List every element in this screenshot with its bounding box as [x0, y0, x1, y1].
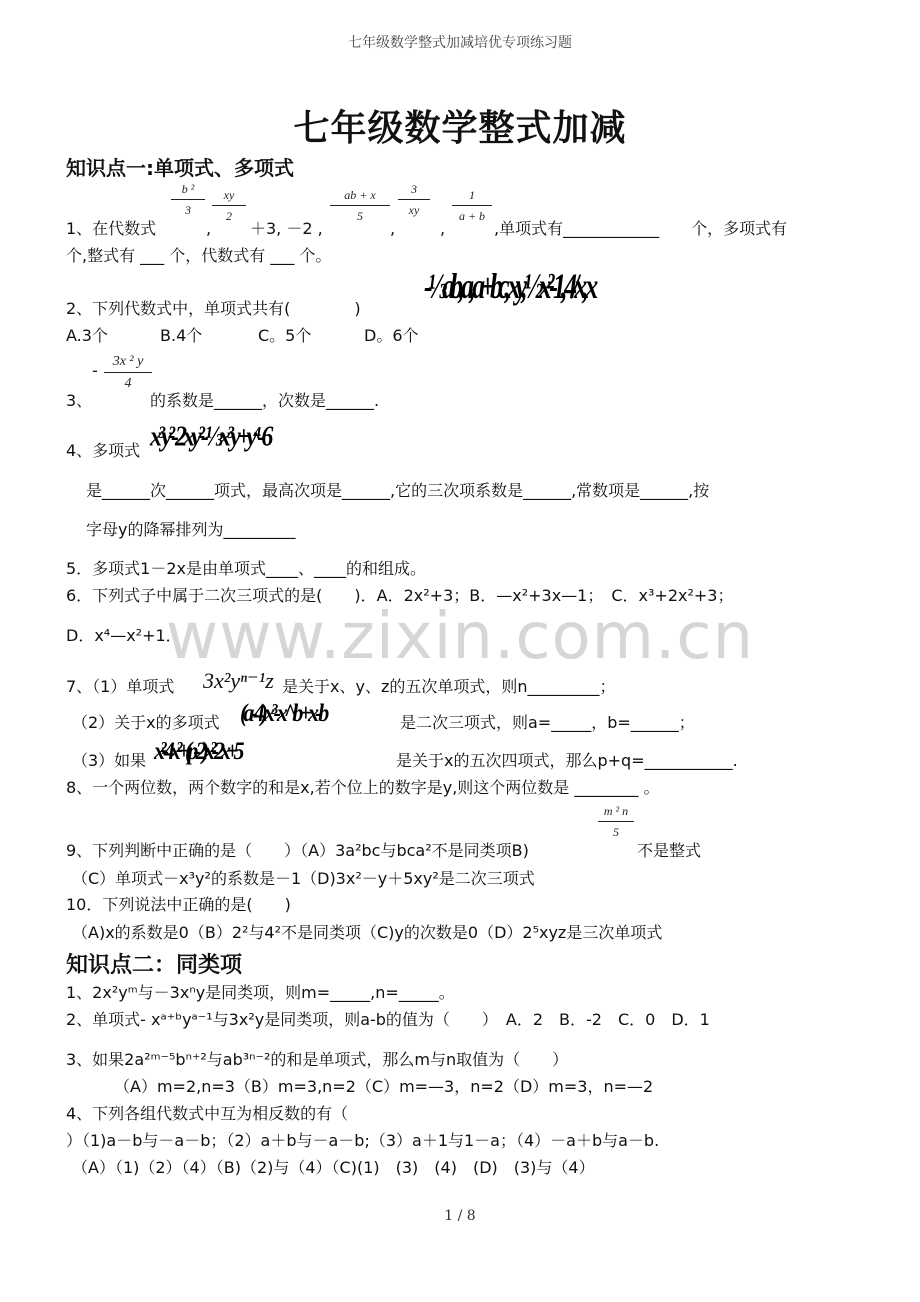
page-header: 七年级数学整式加减培优专项练习题	[348, 35, 572, 51]
section-1-heading: 知识点一:单项式、多项式	[66, 156, 294, 180]
q9-line2: （C）单项式－x³y²的系数是－1（D)3x²－y＋5xy²是二次三项式	[72, 869, 535, 888]
q7-p3-prefix: （3）如果	[72, 751, 147, 770]
q9-line1: 9、下列判断中正确的是（ ）（A）3a²bc与bca²不是同类项B)	[66, 841, 529, 860]
q9-fraction-num: m ² n	[598, 804, 634, 822]
s2-q4-line3: （A）（1)（2）（4）（B)（2)与（4）（C)(1) (3) (4) (D) (3)与（4）	[72, 1158, 595, 1177]
q1-sep2: ,	[390, 219, 396, 238]
q3-minus: -	[92, 361, 98, 380]
q7-p2-prefix: （2）关于x的多项式	[72, 713, 220, 732]
s2-q4-line2: ）（1)a－b与－a－b；（2）a＋b与－a－b;（3）a＋1与1－a；（4）－a＋b与a－b.	[66, 1131, 660, 1150]
fraction-1-num: b ²	[171, 182, 205, 200]
fraction-5-num: 1	[452, 188, 492, 206]
section-2-heading: 知识点二：同类项	[66, 953, 243, 978]
q4-line3: 字母y的降幂排列为_________	[86, 520, 296, 539]
q2-option-b: B.4个	[160, 326, 203, 345]
fraction-2	[212, 188, 246, 224]
q10-line2: （A)x的系数是0（B）2²与4²不是同类项（C)y的次数是0（D）2⁵xyz是三次单项式	[72, 923, 663, 942]
q9-tail: 不是整式	[637, 841, 702, 860]
q2-option-d: D。6个	[364, 326, 419, 345]
q2-garbled-math: -⅓ab, a, a+bc, xy, ½x²-1, 4/x, x	[424, 266, 594, 307]
q3-fraction-den: 4	[124, 376, 132, 391]
q4-line2: 是______次______项式，最高次项是______,它的三次项系数是______,常数项是______,按	[86, 481, 710, 500]
q1-suffix: ,单项式有____________ 个，多项式有	[494, 219, 788, 238]
watermark: www.zixin.com.cn	[165, 600, 755, 674]
page-title: 七年级数学整式加减	[293, 107, 627, 149]
q7-p3-suffix: 是关于x的五次四项式，那么p+q=___________.	[396, 751, 738, 770]
q7-p1-math: 3x²yⁿ⁻¹z	[203, 668, 274, 693]
q5-text: 5．多项式1－2x是由单项式____、____的和组成。	[66, 559, 427, 578]
q4-garbled-math: x³y²-2xy²-⅓x³y+y⁴-6	[150, 421, 270, 453]
q6-line1: 6．下列式子中属于二次三项式的是( )．A．2x²+3；B．—x²+3x—1； C．x³+2x²+3；	[66, 586, 734, 605]
q1-sep1: ,	[206, 219, 212, 238]
q6-line2: D．x⁴—x²+1．	[66, 626, 182, 645]
fraction-1	[171, 182, 205, 218]
fraction-3-num: ab + x	[330, 188, 390, 206]
page-footer: 1 / 8	[444, 1208, 476, 1224]
q9-fraction-den: 5	[613, 825, 619, 839]
fraction-5-den: a + b	[458, 209, 486, 223]
s2-q3-line2: （A）m=2,n=3（B）m=3,n=2（C）m=—3，n=2（D）m=3，n=—2	[114, 1077, 654, 1096]
fraction-4-den: xy	[408, 203, 420, 217]
q2-text: 2、下列代数式中，单项式共有( )	[66, 299, 361, 318]
fraction-5	[452, 188, 492, 224]
fraction-4	[398, 182, 430, 218]
s2-q4-line1: 4、下列各组代数式中互为相反数的有（	[66, 1104, 349, 1123]
q7-p2-suffix: 是二次三项式，则a=_____，b=______；	[400, 713, 695, 732]
q3-text: 的系数是______，次数是______.	[150, 391, 380, 410]
q1-line2: 个,整式有 ___ 个，代数式有 ___ 个。	[66, 246, 332, 265]
fraction-3-den: 5	[357, 209, 363, 223]
fraction-4-num: 3	[398, 182, 430, 200]
s2-q2: 2、单项式- xᵃ⁺ᵇyᵃ⁻¹与3x²y是同类项，则a-b的值为（ ） A．2 B．-2 C．0 D．1	[66, 1010, 710, 1029]
fraction-2-den: 2	[226, 209, 232, 223]
q7-p1-suffix: 是关于x、y、z的五次单项式，则n_________；	[282, 677, 616, 696]
q7-p3-garbled-math: x²-4x²+(p-2)x²-2x+5	[154, 736, 240, 765]
q1-prefix: 1、在代数式	[66, 219, 157, 238]
q4-prefix: 4、多项式	[66, 441, 141, 460]
s2-q1: 1、2x²yᵐ与－3xⁿy是同类项，则m=_____,n=_____。	[66, 983, 455, 1002]
q2-option-c: C。5个	[258, 326, 312, 345]
q2-option-a: A.3个	[66, 326, 108, 345]
q8-text: 8、一个两位数，两个数字的和是x,若个位上的数字是y,则这个两位数是 ________ 。	[66, 778, 660, 797]
q9-fraction	[598, 804, 634, 840]
q7-p1-prefix: 7、（1）单项式	[66, 677, 175, 696]
q1-middle: ＋3, －2 ,	[250, 219, 323, 238]
q7-p2-garbled-math: (a-4)x³-x^b+x-b	[240, 698, 326, 727]
q3-prefix: 3、	[66, 391, 93, 410]
fraction-1-den: 3	[185, 203, 191, 217]
q3-fraction-num: 3x ² y	[104, 354, 152, 373]
fraction-3	[330, 188, 390, 224]
q10-line1: 10．下列说法中正确的是( )	[66, 895, 291, 914]
fraction-2-num: xy	[212, 188, 246, 206]
s2-q3-line1: 3、如果2a²ᵐ⁻⁵bⁿ⁺²与ab³ⁿ⁻²的和是单项式，那么m与n取值为（ ）	[66, 1050, 569, 1069]
q3-fraction	[104, 354, 152, 392]
q1-sep3: ,	[440, 219, 446, 238]
